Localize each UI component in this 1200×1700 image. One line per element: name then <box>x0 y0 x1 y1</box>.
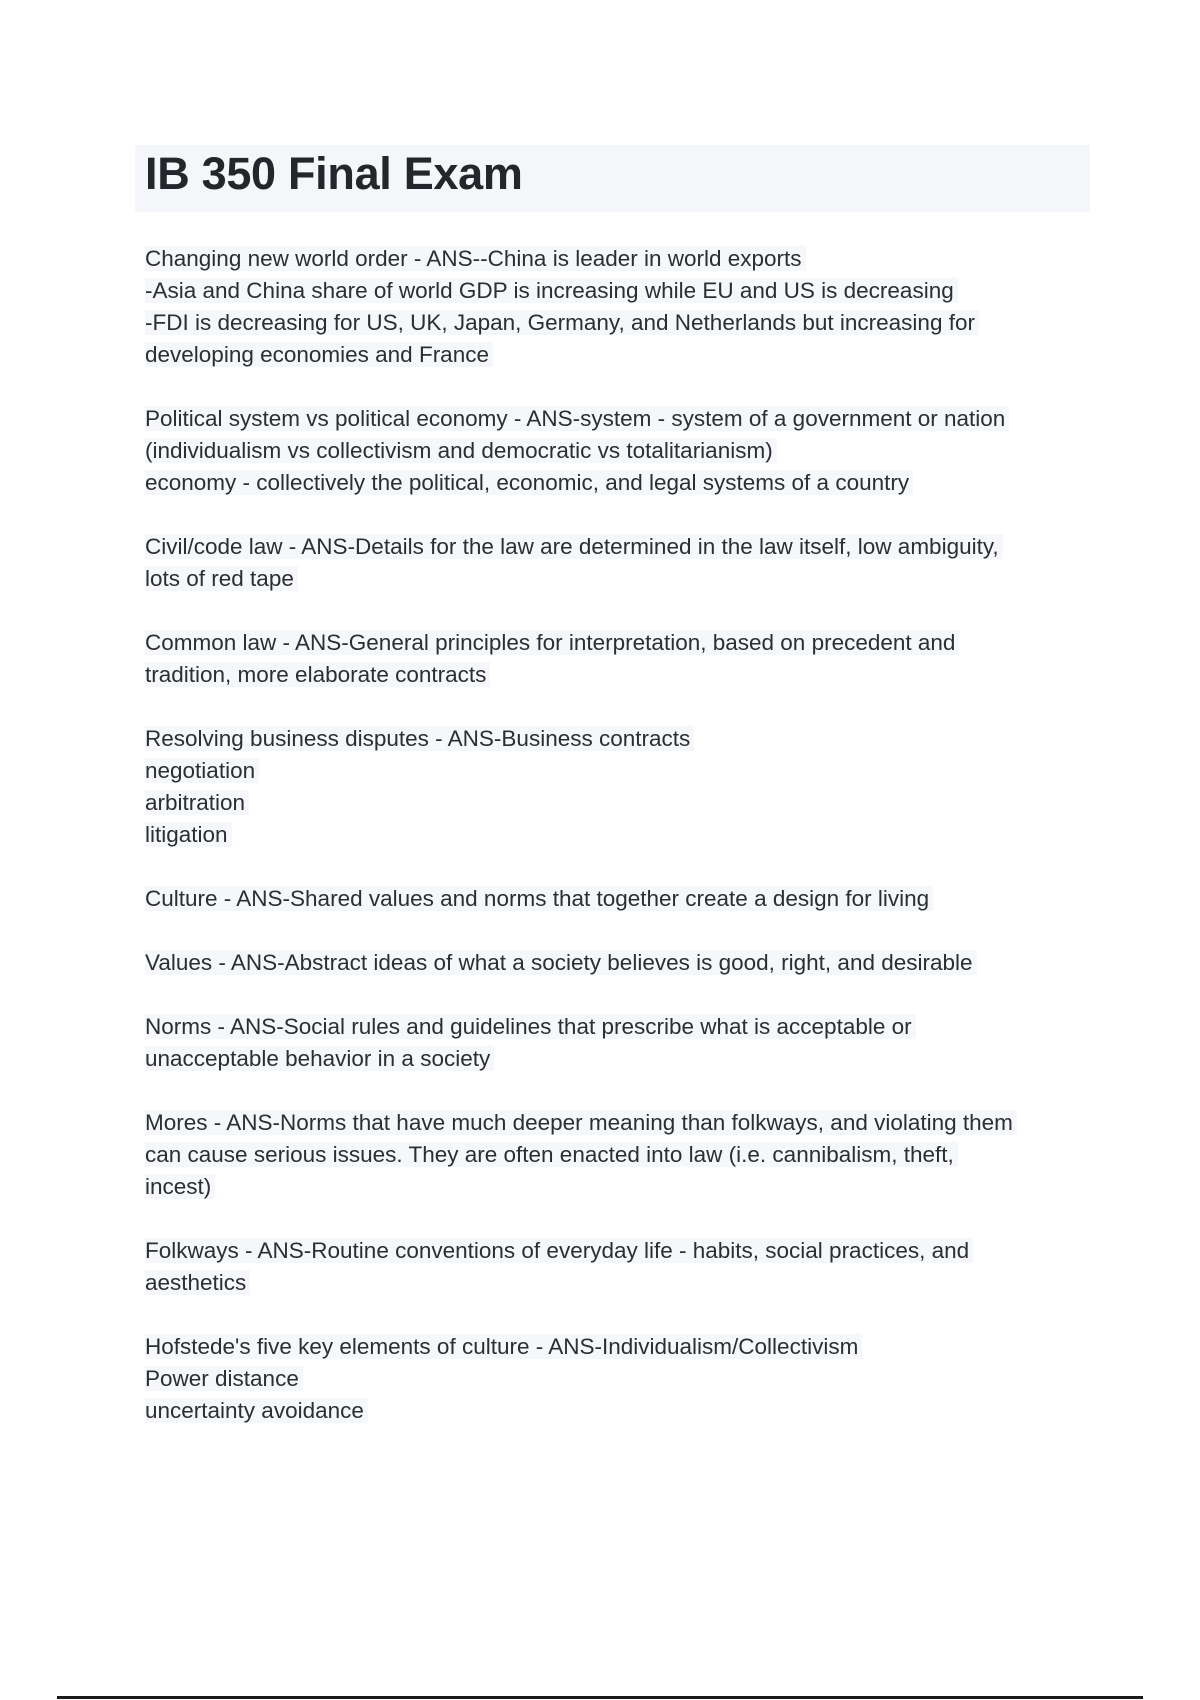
entry-line-text: -FDI is decreasing for US, UK, Japan, Germany, and Netherlands but increasing for <box>145 310 979 335</box>
entry-line-text: Hofstede's five key elements of culture - ANS-Individualism/Collectivism <box>145 1334 862 1359</box>
entry-line <box>145 1331 1095 1363</box>
entry-line <box>145 1043 1095 1075</box>
entry-line-text: uncertainty avoidance <box>145 1398 368 1423</box>
flashcard-entry <box>145 723 1095 851</box>
entry-line <box>145 787 1095 819</box>
entry-line-text: Folkways - ANS-Routine conventions of everyday life - habits, social practices, and <box>145 1238 973 1263</box>
entry-line <box>145 627 1095 659</box>
entry-line-text: unacceptable behavior in a society <box>145 1046 494 1071</box>
entry-line-text: Civil/code law - ANS-Details for the law are determined in the law itself, low ambiguity, <box>145 534 1003 559</box>
entry-line-text: economy - collectively the political, economic, and legal systems of a country <box>145 470 913 495</box>
entry-line-text: developing economies and France <box>145 342 493 367</box>
entry-line-text: Norms - ANS-Social rules and guidelines that prescribe what is acceptable or <box>145 1014 916 1039</box>
entry-line <box>145 243 1095 275</box>
entry-line <box>145 659 1095 691</box>
entry-line <box>145 403 1095 435</box>
entry-line <box>145 531 1095 563</box>
flashcard-entry <box>145 531 1095 595</box>
flashcard-entry <box>145 1107 1095 1203</box>
entry-line <box>145 435 1095 467</box>
entry-line-text: Culture - ANS-Shared values and norms that together create a design for living <box>145 886 933 911</box>
flashcard-entry <box>145 243 1095 371</box>
entry-line <box>145 755 1095 787</box>
entry-line-text: Mores - ANS-Norms that have much deeper meaning than folkways, and violating them <box>145 1110 1017 1135</box>
entry-line-text: -Asia and China share of world GDP is increasing while EU and US is decreasing <box>145 278 958 303</box>
document-body <box>145 243 1095 1459</box>
entry-line <box>145 1011 1095 1043</box>
entry-line <box>145 1363 1095 1395</box>
entry-line <box>145 467 1095 499</box>
flashcard-entry <box>145 403 1095 499</box>
entry-line <box>145 1171 1095 1203</box>
entry-line-text: Political system vs political economy - ANS-system - system of a government or nation <box>145 406 1009 431</box>
flashcard-entry <box>145 1235 1095 1299</box>
entry-line <box>145 339 1095 371</box>
flashcard-entry <box>145 627 1095 691</box>
flashcard-entry <box>145 947 1095 979</box>
entry-line <box>145 563 1095 595</box>
entry-line <box>145 883 1095 915</box>
entry-line <box>145 1235 1095 1267</box>
entry-line-text: negotiation <box>145 758 259 783</box>
entry-line <box>145 1267 1095 1299</box>
entry-line <box>145 1395 1095 1427</box>
entry-line-text: Values - ANS-Abstract ideas of what a society believes is good, right, and desirable <box>145 950 977 975</box>
flashcard-entry <box>145 1011 1095 1075</box>
entry-line-text: aesthetics <box>145 1270 250 1295</box>
entry-line-text: litigation <box>145 822 232 847</box>
flashcard-entry <box>145 883 1095 915</box>
entry-line <box>145 275 1095 307</box>
entry-line <box>145 1107 1095 1139</box>
entry-line-text: Common law - ANS-General principles for interpretation, based on precedent and <box>145 630 959 655</box>
flashcard-entry <box>145 1331 1095 1427</box>
entry-line-text: tradition, more elaborate contracts <box>145 662 490 687</box>
entry-line <box>145 307 1095 339</box>
entry-line-text: arbitration <box>145 790 249 815</box>
entry-line-text: can cause serious issues. They are often enacted into law (i.e. cannibalism, theft, <box>145 1142 958 1167</box>
entry-line <box>145 819 1095 851</box>
entry-line-text: incest) <box>145 1174 215 1199</box>
entry-line-text: Resolving business disputes - ANS-Business contracts <box>145 726 694 751</box>
entry-line-text: Changing new world order - ANS--China is leader in world exports <box>145 246 806 271</box>
entry-line <box>145 723 1095 755</box>
entry-line-text: lots of red tape <box>145 566 298 591</box>
entry-line <box>145 1139 1095 1171</box>
footer-divider <box>57 1696 1143 1699</box>
entry-line-text: (individualism vs collectivism and democratic vs totalitarianism) <box>145 438 777 463</box>
page-title: IB 350 Final Exam <box>145 148 523 199</box>
entry-line <box>145 947 1095 979</box>
entry-line-text: Power distance <box>145 1366 303 1391</box>
